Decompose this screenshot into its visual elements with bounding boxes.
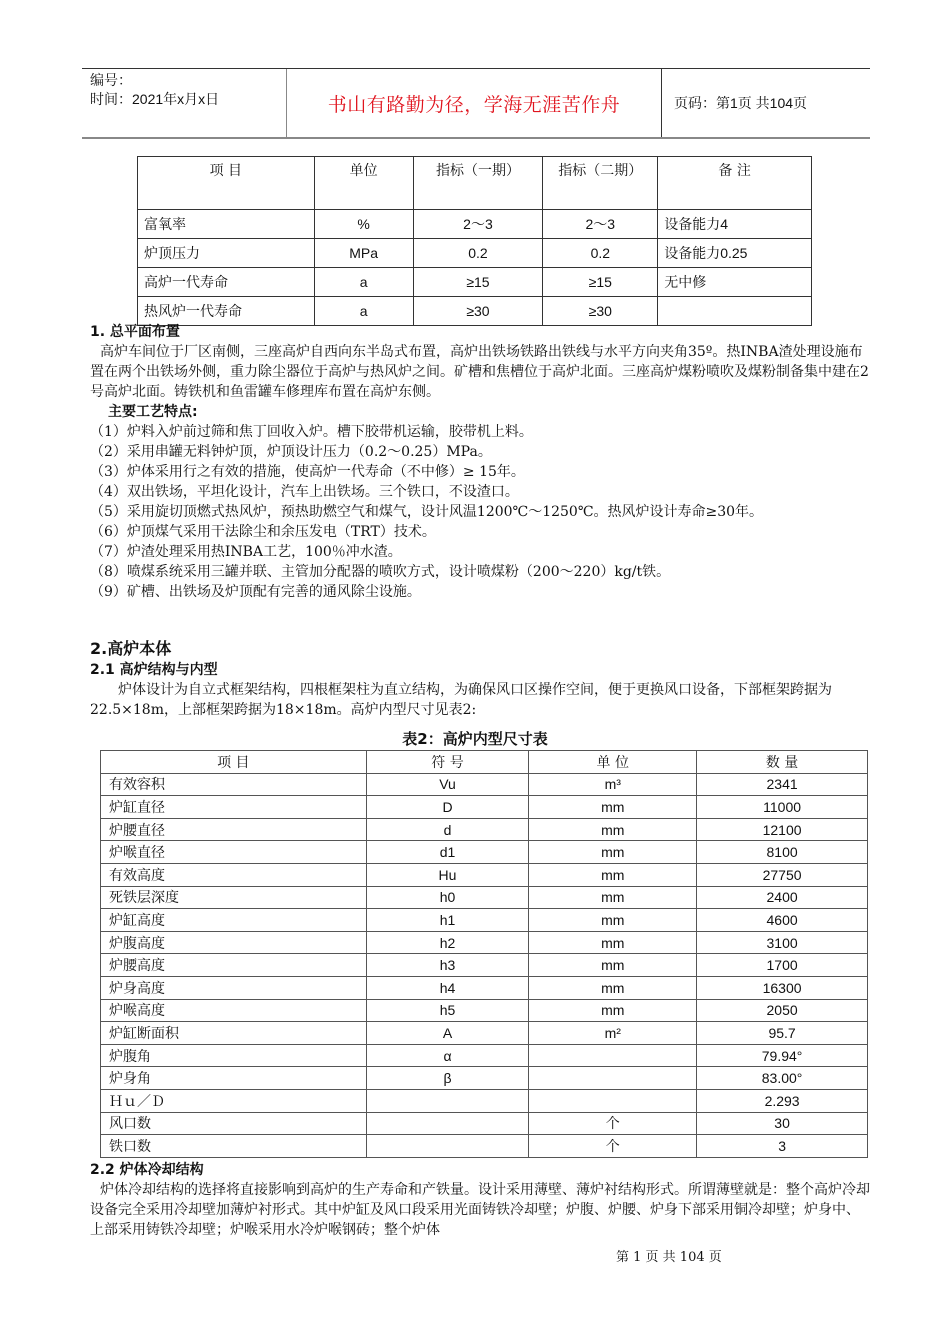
cell: % (314, 210, 413, 239)
features-heading: 主要工艺特点: (108, 404, 198, 420)
cell: 炉喉直径 (101, 841, 367, 864)
cell: ≥30 (543, 297, 658, 326)
table-row (101, 1044, 868, 1067)
code-label: 编号： (90, 72, 132, 88)
subsection-heading: 2.2 炉体冷却结构 (90, 1162, 204, 1178)
cell: 富氧率 (138, 210, 315, 239)
table-header-row (101, 751, 868, 774)
feature-item: （1）炉料入炉前过筛和焦丁回收入炉。槽下胶带机运输，胶带机上料。 (90, 424, 533, 440)
cell: 2.293 (697, 1089, 868, 1112)
cell: 炉缸直径 (101, 796, 367, 819)
cell: d1 (366, 841, 529, 864)
cell: 0.2 (413, 239, 543, 268)
table-row (101, 976, 868, 999)
cell: mm (529, 796, 697, 819)
furnace-dimension-table (100, 750, 868, 1158)
cell: d (366, 818, 529, 841)
cell: 有效高度 (101, 863, 367, 886)
feature-item: （9）矿槽、出铁场及炉顶配有完善的通风除尘设施。 (90, 584, 421, 600)
feature-item: （8）喷煤系统采用三罐并联、主管加分配器的喷吹方式，设计喷煤粉（200～220）kg/t铁。 (90, 564, 671, 580)
cell: 炉腰直径 (101, 818, 367, 841)
section-heading: 2.高炉本体 (90, 639, 172, 658)
cell: 有效容积 (101, 773, 367, 796)
cell: D (366, 796, 529, 819)
cell: h4 (366, 976, 529, 999)
cell: h5 (366, 999, 529, 1022)
table-row (101, 954, 868, 977)
header-cell: 单位 (314, 157, 413, 210)
cell: 2～3 (543, 210, 658, 239)
table-caption: 表2：高炉内型尺寸表 (402, 730, 548, 748)
cell: 设备能力0.25 (658, 239, 812, 268)
cell: α (366, 1044, 529, 1067)
cell: 12100 (697, 818, 868, 841)
section-cooling-structure (90, 1160, 870, 1240)
cell: 4600 (697, 909, 868, 932)
table-row (138, 239, 812, 268)
subsection-heading: 2.1 高炉结构与内型 (90, 662, 218, 678)
cell: 3100 (697, 931, 868, 954)
cell: mm (529, 999, 697, 1022)
cell: mm (529, 976, 697, 999)
table-row (101, 1089, 868, 1112)
cell: 设备能力4 (658, 210, 812, 239)
cell: 死铁层深度 (101, 886, 367, 909)
table-row (101, 1067, 868, 1090)
cell: Ｈｕ／Ｄ (101, 1089, 367, 1112)
header-cell: 备 注 (658, 157, 812, 210)
cell: 2～3 (413, 210, 543, 239)
page-footer: 第 1 页 共 104 页 (616, 1250, 722, 1265)
cell: 高炉一代寿命 (138, 268, 315, 297)
cell: 0.2 (543, 239, 658, 268)
cell: 95.7 (697, 1022, 868, 1045)
cell: 3 (697, 1135, 868, 1158)
table-row (101, 1022, 868, 1045)
cell: 炉腹角 (101, 1044, 367, 1067)
cell: 铁口数 (101, 1135, 367, 1158)
cell: 16300 (697, 976, 868, 999)
feature-item: （7）炉渣处理采用热INBA工艺，100％冲水渣。 (90, 544, 402, 560)
cell: 炉缸断面积 (101, 1022, 367, 1045)
table-row (101, 931, 868, 954)
cell: 炉腰高度 (101, 954, 367, 977)
header-cell: 数 量 (697, 751, 868, 774)
header-cell: 项 目 (101, 751, 367, 774)
table-row (101, 818, 868, 841)
cell: m³ (529, 773, 697, 796)
table-row (101, 999, 868, 1022)
table-row (138, 268, 812, 297)
cell: 热风炉一代寿命 (138, 297, 315, 326)
cell: 炉顶压力 (138, 239, 315, 268)
header-cell: 指标（一期） (413, 157, 543, 210)
page-header (82, 68, 870, 139)
cell: MPa (314, 239, 413, 268)
feature-item: （4）双出铁场，平坦化设计，汽车上出铁场。三个铁口，不设渣口。 (90, 484, 519, 500)
cell: mm (529, 886, 697, 909)
section-general-layout (90, 322, 870, 602)
cell: mm (529, 909, 697, 932)
table-header-row (138, 157, 812, 210)
table-row (101, 773, 868, 796)
cell: 炉身角 (101, 1067, 367, 1090)
header-cell: 符 号 (366, 751, 529, 774)
page-number-label: 页码：第1页 共104页 (674, 95, 808, 111)
cell: 11000 (697, 796, 868, 819)
cell: 2050 (697, 999, 868, 1022)
feature-item: （5）采用旋切顶燃式热风炉，预热助燃空气和煤气，设计风温1200℃～1250℃。热风炉设计寿命≥30年。 (90, 504, 764, 520)
cell: a (314, 268, 413, 297)
cell: 8100 (697, 841, 868, 864)
header-cell: 单 位 (529, 751, 697, 774)
cell: 个 (529, 1135, 697, 1158)
table-row (101, 1135, 868, 1158)
feature-item: （3）炉体采用行之有效的措施，使高炉一代寿命（不中修）≥ 15年。 (90, 464, 525, 480)
header-info (82, 69, 287, 137)
cell: 2400 (697, 886, 868, 909)
cell: 炉喉高度 (101, 999, 367, 1022)
cell: A (366, 1022, 529, 1045)
cell: 风口数 (101, 1112, 367, 1135)
cell: 个 (529, 1112, 697, 1135)
table-row (101, 796, 868, 819)
header-cell: 指标（二期） (543, 157, 658, 210)
table-row (101, 909, 868, 932)
cell (529, 1067, 697, 1090)
cell: 无中修 (658, 268, 812, 297)
cell: 2341 (697, 773, 868, 796)
cell: 炉缸高度 (101, 909, 367, 932)
cell: m² (529, 1022, 697, 1045)
cell (366, 1112, 529, 1135)
cell (366, 1089, 529, 1112)
cell: mm (529, 841, 697, 864)
cell: ≥15 (543, 268, 658, 297)
paragraph: 炉体设计为自立式框架结构，四根框架柱为直立结构，为确保风口区操作空间，便于更换风口设备，下部框架跨据为22.5×18m，上部框架跨据为18×18m。高炉内型尺寸见表2: (90, 682, 832, 718)
cell: mm (529, 863, 697, 886)
table-row (101, 886, 868, 909)
cell: 炉身高度 (101, 976, 367, 999)
cell: 30 (697, 1112, 868, 1135)
cell: Hu (366, 863, 529, 886)
cell: mm (529, 818, 697, 841)
cell: 27750 (697, 863, 868, 886)
section-heading: 1. 总平面布置 (90, 324, 180, 340)
paragraph: 高炉车间位于厂区南侧，三座高炉自西向东半岛式布置，高炉出铁场铁路出铁线与水平方向夹角35º。热INBA渣处理设施布置在两个出铁场外侧，重力除尘器位于高炉与热风炉之间。矿槽和焦槽位于高炉北面。三座高炉煤粉喷吹及煤粉制备集中建在2号高炉北面。铸铁机和鱼雷罐车修理库布置在高炉东侧。 (90, 344, 869, 400)
paragraph: 炉体冷却结构的选择将直接影响到高炉的生产寿命和产铁量。设计采用薄壁、薄炉衬结构形式。所谓薄壁就是：整个高炉冷却设备完全采用冷却壁加薄炉衬形式。其中炉缸及风口段采用光面铸铁冷却壁；炉腹、炉腰、炉身下部采用铜冷却壁；炉身中、上部采用铸铁冷却壁；炉喉采用水冷炉喉钢砖；整个炉体 (90, 1182, 870, 1238)
header-cell: 项 目 (138, 157, 315, 210)
cell: h0 (366, 886, 529, 909)
cell: a (314, 297, 413, 326)
section-furnace-body (90, 638, 870, 720)
cell: mm (529, 931, 697, 954)
cell: h2 (366, 931, 529, 954)
cell (529, 1044, 697, 1067)
motto: 书山有路勤为径，学海无涯苦作舟 (287, 69, 662, 137)
table-row (101, 863, 868, 886)
cell (529, 1089, 697, 1112)
table-row (101, 1112, 868, 1135)
cell: Vu (366, 773, 529, 796)
date-label: 时间：2021年x月x日 (90, 91, 220, 107)
cell: mm (529, 954, 697, 977)
table-row (101, 841, 868, 864)
feature-item: （6）炉顶煤气采用干法除尘和余压发电（TRT）技术。 (90, 524, 436, 540)
indicator-table (137, 156, 812, 326)
cell: β (366, 1067, 529, 1090)
cell: h1 (366, 909, 529, 932)
table-row (138, 210, 812, 239)
cell: h3 (366, 954, 529, 977)
feature-item: （2）采用串罐无料钟炉顶，炉顶设计压力（0.2～0.25）MPa。 (90, 444, 492, 460)
cell: ≥30 (413, 297, 543, 326)
cell: 炉腹高度 (101, 931, 367, 954)
cell (366, 1135, 529, 1158)
cell: 79.94° (697, 1044, 868, 1067)
cell: ≥15 (413, 268, 543, 297)
cell: 83.00° (697, 1067, 868, 1090)
cell: 1700 (697, 954, 868, 977)
